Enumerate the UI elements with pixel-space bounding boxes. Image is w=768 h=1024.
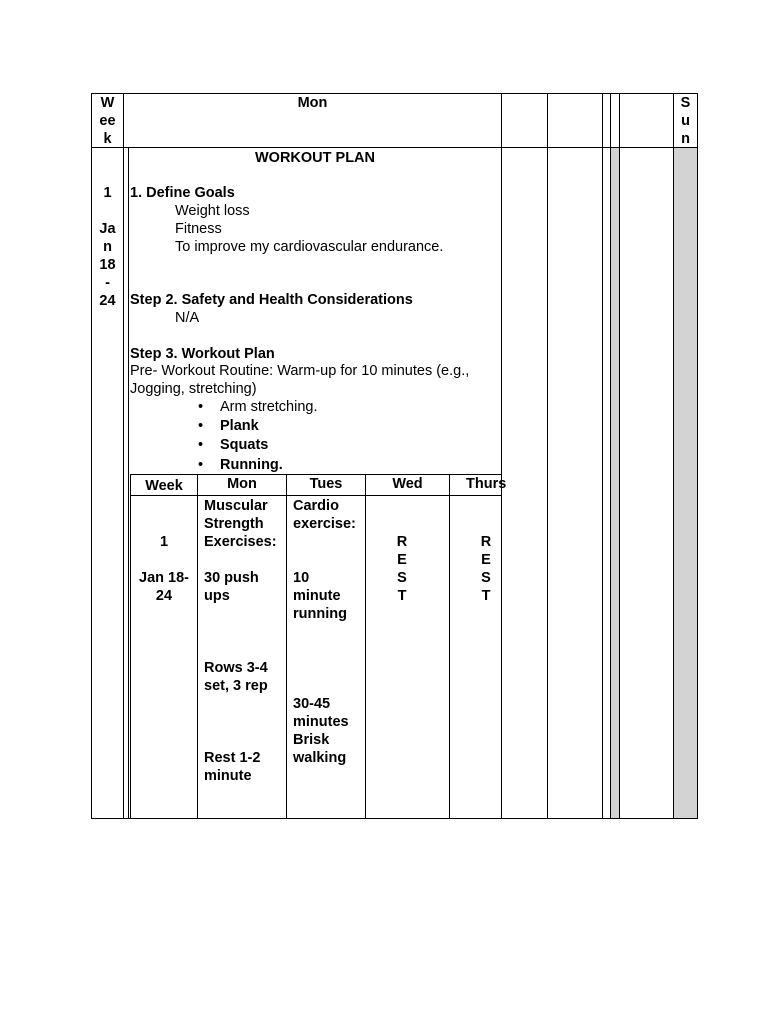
inner-tues-cell: Cardio exercise: 10 minute running 30-45 minutes Brisk walking — [293, 498, 356, 766]
outer-narrow-left — [610, 93, 611, 819]
outer-right-border — [697, 93, 698, 819]
outer-bottom-border — [91, 818, 698, 819]
outer-week-divider — [123, 93, 124, 819]
exercise-item: • Running. — [198, 457, 283, 473]
bullet-icon: • — [198, 457, 204, 473]
bullet-icon: • — [198, 418, 204, 434]
week-cell: 1 Ja n 18 - 24 — [99, 185, 116, 309]
bullet-icon: • — [198, 437, 204, 453]
step2-value: N/A — [175, 310, 200, 326]
week-header: W ee k — [99, 95, 116, 147]
outer-tues-divider — [547, 93, 548, 819]
inner-tues-divider — [365, 474, 366, 818]
inner-week-divider — [197, 474, 198, 818]
goal-item: To improve my cardiovascular endurance. — [175, 239, 444, 255]
shade-column-sun — [674, 148, 697, 818]
goal-item: Weight loss — [175, 203, 250, 219]
inner-header-mon: Mon — [227, 476, 257, 492]
inner-header-tues: Tues — [309, 476, 343, 492]
thurs-rest: R E S T — [480, 534, 492, 604]
inner-left-border — [130, 474, 131, 818]
exercise-item: • Squats — [198, 437, 269, 453]
bullet-icon: • — [198, 399, 204, 415]
exercise-item: • Plank — [198, 418, 259, 434]
preworkout-line: Jogging, stretching) — [130, 381, 257, 397]
outer-sat-divider — [673, 93, 674, 819]
plan-title: WORKOUT PLAN — [254, 150, 375, 166]
inner-header-week: Week — [145, 478, 183, 494]
wed-rest: R E S T — [396, 534, 408, 604]
inner-header-divider — [130, 495, 501, 496]
outer-week-divider-double — [128, 148, 129, 818]
inner-header-wed: Wed — [392, 476, 423, 492]
shade-column-narrow — [611, 148, 619, 818]
step1-heading: 1. Define Goals — [130, 185, 235, 201]
inner-mon-cell: Muscular Strength Exercises: 30 push ups Rows 3-4 set, 3 rep Rest 1-2 minute — [204, 498, 277, 784]
step3-heading: Step 3. Workout Plan — [130, 346, 275, 362]
inner-week-cell: 1 Jan 18- 24 — [139, 534, 189, 604]
outer-header-divider — [91, 147, 698, 148]
inner-mon-divider — [286, 474, 287, 818]
inner-wed-divider — [449, 474, 450, 818]
sun-header: S u n — [680, 95, 691, 147]
inner-header-thurs: Thurs — [466, 476, 507, 492]
goal-item: Fitness — [175, 221, 222, 237]
outer-mon-divider — [501, 93, 502, 819]
outer-narrow-right — [619, 93, 620, 819]
exercise-item: • Arm stretching. — [198, 399, 318, 415]
outer-wed-divider — [602, 93, 603, 819]
preworkout-line: Pre- Workout Routine: Warm-up for 10 minutes (e.g., — [130, 363, 470, 379]
mon-header: Mon — [297, 95, 328, 111]
step2-heading: Step 2. Safety and Health Considerations — [130, 292, 413, 308]
